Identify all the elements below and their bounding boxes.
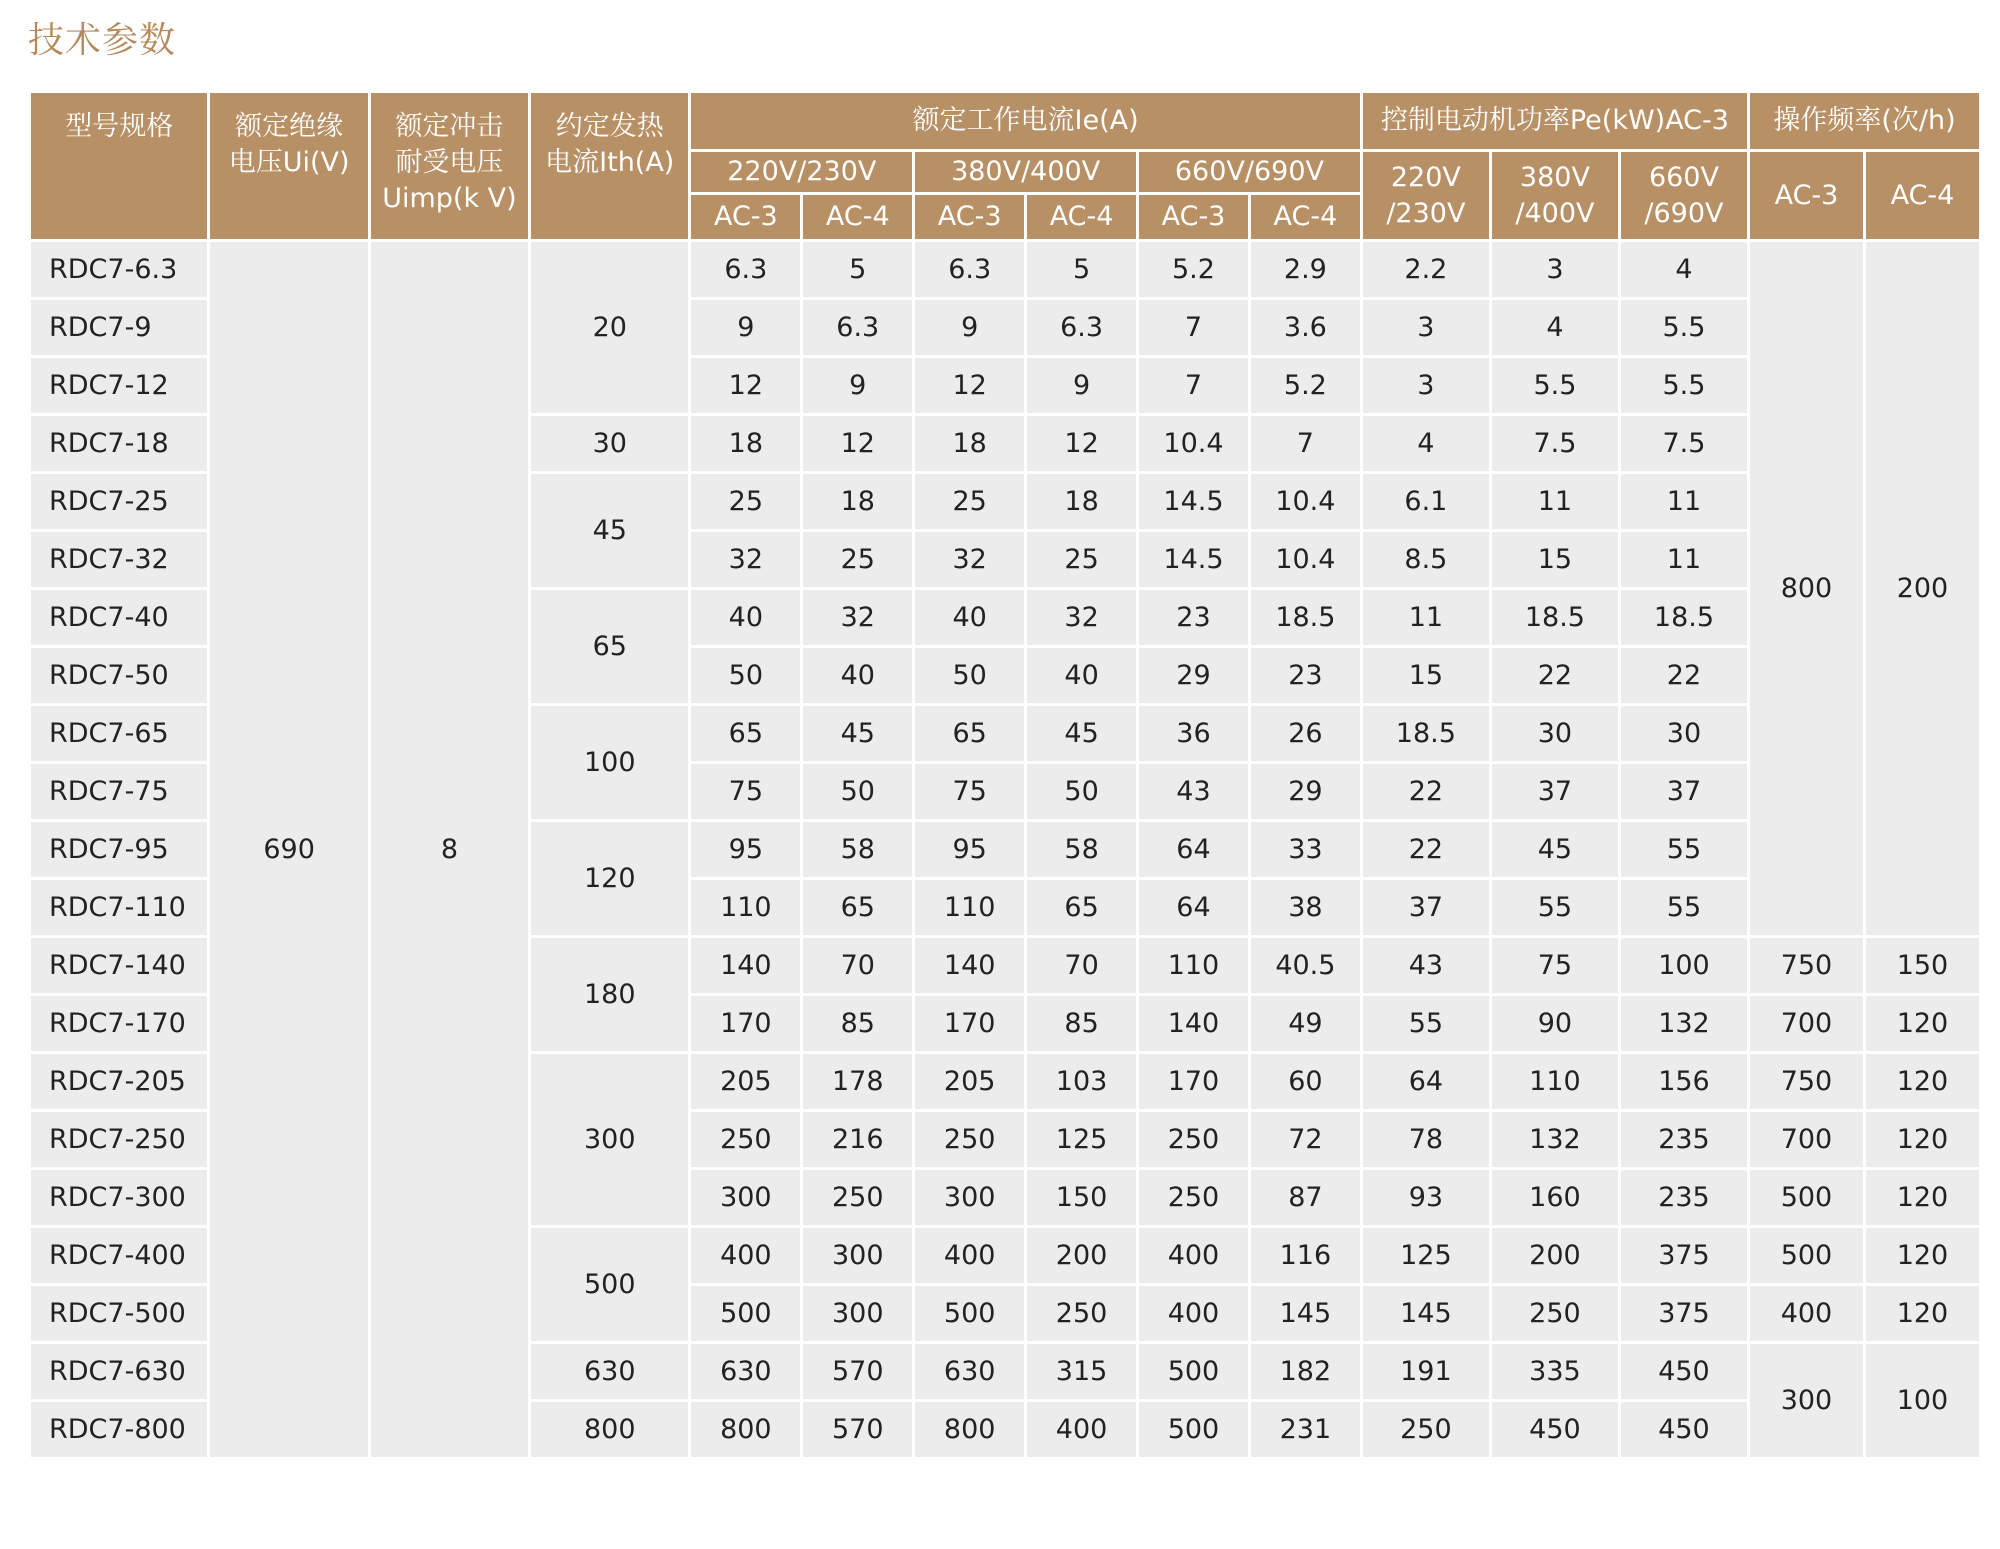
cell-pe: 22: [1361, 821, 1490, 879]
cell-freq-ac4: 150: [1864, 937, 1980, 995]
cell-ie: 630: [914, 1343, 1026, 1401]
cell-pe: 375: [1619, 1227, 1748, 1285]
page-title: 技术参数: [28, 20, 177, 61]
cell-ie: 32: [690, 531, 802, 589]
cell-pe: 37: [1619, 763, 1748, 821]
cell-ie: 6.3: [690, 241, 802, 299]
cell-ui: 690: [209, 241, 369, 1459]
cell-model: RDC7-12: [30, 357, 209, 415]
cell-ie: 300: [914, 1169, 1026, 1227]
cell-pe: 37: [1490, 763, 1619, 821]
cell-ie: 10.4: [1249, 473, 1361, 531]
cell-uimp: 8: [369, 241, 529, 1459]
header-freq: 操作频率(次/h): [1749, 92, 1981, 151]
cell-model: RDC7-18: [30, 415, 209, 473]
cell-ie: 45: [1026, 705, 1138, 763]
cell-ie: 50: [1026, 763, 1138, 821]
cell-ie: 95: [914, 821, 1026, 879]
header-ie-660v: 660V/690V: [1138, 151, 1362, 194]
cell-ie: 12: [914, 357, 1026, 415]
cell-pe: 4: [1619, 241, 1748, 299]
cell-pe: 3: [1361, 299, 1490, 357]
cell-ie: 43: [1138, 763, 1250, 821]
cell-pe: 200: [1490, 1227, 1619, 1285]
header-ie-220v-ac3: AC-3: [690, 194, 802, 241]
cell-pe: 450: [1619, 1401, 1748, 1459]
cell-ie: 65: [1026, 879, 1138, 937]
cell-ie: 110: [690, 879, 802, 937]
cell-ie: 300: [802, 1285, 914, 1343]
cell-ie: 12: [690, 357, 802, 415]
cell-ith: 630: [530, 1343, 690, 1401]
cell-pe: 11: [1361, 589, 1490, 647]
cell-ie: 500: [1138, 1343, 1250, 1401]
cell-ie: 570: [802, 1343, 914, 1401]
cell-ie: 231: [1249, 1401, 1361, 1459]
cell-freq-ac3: 800: [1749, 241, 1865, 937]
header-ie-380v-ac3: AC-3: [914, 194, 1026, 241]
cell-pe: 90: [1490, 995, 1619, 1053]
cell-pe: 22: [1490, 647, 1619, 705]
header-pe-660v: 660V /690V: [1619, 151, 1748, 241]
cell-ie: 40: [690, 589, 802, 647]
cell-ie: 40.5: [1249, 937, 1361, 995]
cell-pe: 78: [1361, 1111, 1490, 1169]
header-ie-660v-ac3: AC-3: [1138, 194, 1250, 241]
cell-freq-ac4: 120: [1864, 1169, 1980, 1227]
cell-pe: 450: [1490, 1401, 1619, 1459]
cell-model: RDC7-9: [30, 299, 209, 357]
cell-freq-ac3: 500: [1749, 1227, 1865, 1285]
cell-pe: 335: [1490, 1343, 1619, 1401]
cell-ie: 85: [1026, 995, 1138, 1053]
cell-model: RDC7-205: [30, 1053, 209, 1111]
cell-ie: 65: [914, 705, 1026, 763]
cell-pe: 7.5: [1490, 415, 1619, 473]
cell-ie: 25: [690, 473, 802, 531]
spec-table: [28, 90, 1982, 1460]
cell-model: RDC7-140: [30, 937, 209, 995]
cell-ie: 200: [1026, 1227, 1138, 1285]
header-ie-380v-ac4: AC-4: [1026, 194, 1138, 241]
cell-pe: 235: [1619, 1111, 1748, 1169]
cell-ie: 182: [1249, 1343, 1361, 1401]
cell-freq-ac3: 400: [1749, 1285, 1865, 1343]
cell-model: RDC7-300: [30, 1169, 209, 1227]
cell-ie: 14.5: [1138, 531, 1250, 589]
cell-freq-ac4: 120: [1864, 995, 1980, 1053]
cell-ie: 58: [1026, 821, 1138, 879]
cell-freq-ac3: 700: [1749, 995, 1865, 1053]
cell-freq-ac3: 300: [1749, 1343, 1865, 1459]
cell-ie: 140: [690, 937, 802, 995]
cell-ie: 85: [802, 995, 914, 1053]
cell-ie: 33: [1249, 821, 1361, 879]
cell-freq-ac3: 500: [1749, 1169, 1865, 1227]
cell-ie: 103: [1026, 1053, 1138, 1111]
header-pe: 控制电动机功率Pe(kW)AC-3: [1361, 92, 1748, 151]
cell-ie: 29: [1249, 763, 1361, 821]
cell-pe: 55: [1361, 995, 1490, 1053]
cell-ie: 110: [914, 879, 1026, 937]
cell-ie: 9: [1026, 357, 1138, 415]
cell-ie: 64: [1138, 879, 1250, 937]
cell-ie: 26: [1249, 705, 1361, 763]
cell-pe: 18.5: [1490, 589, 1619, 647]
cell-ie: 250: [1026, 1285, 1138, 1343]
cell-pe: 4: [1361, 415, 1490, 473]
cell-ie: 800: [914, 1401, 1026, 1459]
header-ie-220v-ac4: AC-4: [802, 194, 914, 241]
header-ie: 额定工作电流Ie(A): [690, 92, 1361, 151]
cell-model: RDC7-65: [30, 705, 209, 763]
cell-model: RDC7-500: [30, 1285, 209, 1343]
cell-model: RDC7-40: [30, 589, 209, 647]
cell-ie: 400: [1138, 1285, 1250, 1343]
cell-pe: 235: [1619, 1169, 1748, 1227]
cell-freq-ac4: 200: [1864, 241, 1980, 937]
cell-ie: 170: [690, 995, 802, 1053]
cell-ith: 120: [530, 821, 690, 937]
cell-ie: 315: [1026, 1343, 1138, 1401]
cell-pe: 8.5: [1361, 531, 1490, 589]
cell-pe: 100: [1619, 937, 1748, 995]
cell-pe: 191: [1361, 1343, 1490, 1401]
cell-ie: 64: [1138, 821, 1250, 879]
cell-pe: 125: [1361, 1227, 1490, 1285]
cell-ie: 60: [1249, 1053, 1361, 1111]
cell-pe: 160: [1490, 1169, 1619, 1227]
cell-ie: 72: [1249, 1111, 1361, 1169]
cell-pe: 3: [1361, 357, 1490, 415]
cell-ie: 250: [802, 1169, 914, 1227]
cell-pe: 75: [1490, 937, 1619, 995]
cell-pe: 15: [1490, 531, 1619, 589]
cell-ie: 300: [690, 1169, 802, 1227]
cell-ie: 170: [914, 995, 1026, 1053]
cell-ie: 6.3: [1026, 299, 1138, 357]
cell-ie: 250: [690, 1111, 802, 1169]
cell-ie: 250: [914, 1111, 1026, 1169]
cell-pe: 2.2: [1361, 241, 1490, 299]
cell-ie: 75: [690, 763, 802, 821]
cell-ie: 32: [914, 531, 1026, 589]
cell-ie: 3.6: [1249, 299, 1361, 357]
cell-freq-ac4: 120: [1864, 1111, 1980, 1169]
cell-ie: 300: [802, 1227, 914, 1285]
cell-ie: 38: [1249, 879, 1361, 937]
cell-pe: 15: [1361, 647, 1490, 705]
cell-pe: 55: [1619, 821, 1748, 879]
cell-model: RDC7-6.3: [30, 241, 209, 299]
cell-ie: 12: [1026, 415, 1138, 473]
cell-pe: 145: [1361, 1285, 1490, 1343]
cell-pe: 250: [1490, 1285, 1619, 1343]
cell-ie: 140: [914, 937, 1026, 995]
header-ith: 约定发热 电流Ith(A): [530, 92, 690, 241]
cell-ie: 110: [1138, 937, 1250, 995]
cell-ie: 570: [802, 1401, 914, 1459]
cell-pe: 45: [1490, 821, 1619, 879]
cell-ie: 116: [1249, 1227, 1361, 1285]
cell-freq-ac4: 100: [1864, 1343, 1980, 1459]
cell-pe: 3: [1490, 241, 1619, 299]
cell-ie: 7: [1138, 299, 1250, 357]
cell-pe: 22: [1619, 647, 1748, 705]
cell-ie: 40: [914, 589, 1026, 647]
cell-ie: 70: [1026, 937, 1138, 995]
cell-ie: 150: [1026, 1169, 1138, 1227]
cell-pe: 55: [1619, 879, 1748, 937]
cell-ie: 25: [1026, 531, 1138, 589]
cell-ie: 5: [802, 241, 914, 299]
cell-pe: 18.5: [1361, 705, 1490, 763]
cell-pe: 93: [1361, 1169, 1490, 1227]
cell-pe: 11: [1619, 531, 1748, 589]
cell-model: RDC7-400: [30, 1227, 209, 1285]
cell-ie: 9: [690, 299, 802, 357]
cell-ie: 18.5: [1249, 589, 1361, 647]
cell-freq-ac3: 700: [1749, 1111, 1865, 1169]
cell-ie: 9: [914, 299, 1026, 357]
cell-pe: 5.5: [1619, 357, 1748, 415]
cell-model: RDC7-95: [30, 821, 209, 879]
cell-ie: 23: [1249, 647, 1361, 705]
cell-ie: 400: [690, 1227, 802, 1285]
cell-pe: 43: [1361, 937, 1490, 995]
cell-pe: 6.1: [1361, 473, 1490, 531]
table-header: [30, 92, 1981, 241]
table-body: [30, 241, 1981, 1459]
cell-ie: 40: [802, 647, 914, 705]
cell-pe: 11: [1619, 473, 1748, 531]
cell-freq-ac4: 120: [1864, 1227, 1980, 1285]
cell-ie: 400: [914, 1227, 1026, 1285]
cell-pe: 5.5: [1619, 299, 1748, 357]
header-ie-220v: 220V/230V: [690, 151, 914, 194]
cell-pe: 7.5: [1619, 415, 1748, 473]
cell-ie: 400: [1138, 1227, 1250, 1285]
cell-ie: 400: [1026, 1401, 1138, 1459]
cell-model: RDC7-25: [30, 473, 209, 531]
cell-ie: 5: [1026, 241, 1138, 299]
cell-ie: 6.3: [802, 299, 914, 357]
cell-ie: 10.4: [1249, 531, 1361, 589]
cell-freq-ac3: 750: [1749, 1053, 1865, 1111]
cell-ie: 205: [690, 1053, 802, 1111]
cell-ie: 500: [914, 1285, 1026, 1343]
cell-ie: 18: [914, 415, 1026, 473]
cell-pe: 110: [1490, 1053, 1619, 1111]
cell-pe: 30: [1619, 705, 1748, 763]
cell-ie: 70: [802, 937, 914, 995]
cell-ith: 30: [530, 415, 690, 473]
cell-ie: 65: [802, 879, 914, 937]
cell-pe: 64: [1361, 1053, 1490, 1111]
cell-ith: 180: [530, 937, 690, 1053]
cell-ith: 20: [530, 241, 690, 415]
cell-freq-ac4: 120: [1864, 1285, 1980, 1343]
cell-model: RDC7-32: [30, 531, 209, 589]
cell-ie: 5.2: [1138, 241, 1250, 299]
cell-ie: 40: [1026, 647, 1138, 705]
header-ie-660v-ac4: AC-4: [1249, 194, 1361, 241]
cell-ie: 800: [690, 1401, 802, 1459]
cell-model: RDC7-50: [30, 647, 209, 705]
cell-model: RDC7-75: [30, 763, 209, 821]
cell-ie: 170: [1138, 1053, 1250, 1111]
cell-pe: 250: [1361, 1401, 1490, 1459]
cell-ie: 7: [1249, 415, 1361, 473]
cell-pe: 132: [1490, 1111, 1619, 1169]
cell-ith: 65: [530, 589, 690, 705]
cell-pe: 5.5: [1490, 357, 1619, 415]
cell-pe: 375: [1619, 1285, 1748, 1343]
header-ui: 额定绝缘 电压Ui(V): [209, 92, 369, 241]
cell-ie: 18: [802, 473, 914, 531]
header-uimp: 额定冲击 耐受电压 Uimp(k V): [369, 92, 529, 241]
cell-pe: 37: [1361, 879, 1490, 937]
cell-ie: 32: [1026, 589, 1138, 647]
cell-pe: 450: [1619, 1343, 1748, 1401]
cell-ie: 25: [914, 473, 1026, 531]
cell-ie: 630: [690, 1343, 802, 1401]
header-freq-ac4: AC-4: [1864, 151, 1980, 241]
cell-ie: 140: [1138, 995, 1250, 1053]
cell-model: RDC7-800: [30, 1401, 209, 1459]
cell-ie: 95: [690, 821, 802, 879]
cell-ie: 250: [1138, 1169, 1250, 1227]
cell-ie: 18: [690, 415, 802, 473]
cell-pe: 4: [1490, 299, 1619, 357]
cell-ie: 32: [802, 589, 914, 647]
header-pe-220v: 220V /230V: [1361, 151, 1490, 241]
cell-model: RDC7-630: [30, 1343, 209, 1401]
cell-ie: 125: [1026, 1111, 1138, 1169]
header-model: 型号规格: [30, 92, 209, 241]
cell-ie: 5.2: [1249, 357, 1361, 415]
cell-ie: 87: [1249, 1169, 1361, 1227]
cell-ie: 10.4: [1138, 415, 1250, 473]
cell-model: RDC7-110: [30, 879, 209, 937]
cell-ie: 205: [914, 1053, 1026, 1111]
cell-ie: 2.9: [1249, 241, 1361, 299]
cell-pe: 22: [1361, 763, 1490, 821]
cell-ie: 14.5: [1138, 473, 1250, 531]
cell-ie: 178: [802, 1053, 914, 1111]
cell-ie: 7: [1138, 357, 1250, 415]
table-row: [30, 241, 1981, 299]
cell-ie: 9: [802, 357, 914, 415]
cell-pe: 30: [1490, 705, 1619, 763]
cell-ie: 50: [914, 647, 1026, 705]
cell-ie: 18: [1026, 473, 1138, 531]
cell-ith: 300: [530, 1053, 690, 1227]
cell-pe: 132: [1619, 995, 1748, 1053]
cell-ie: 49: [1249, 995, 1361, 1053]
cell-ith: 100: [530, 705, 690, 821]
cell-freq-ac4: 120: [1864, 1053, 1980, 1111]
cell-model: RDC7-170: [30, 995, 209, 1053]
cell-ie: 216: [802, 1111, 914, 1169]
cell-pe: 18.5: [1619, 589, 1748, 647]
cell-freq-ac3: 750: [1749, 937, 1865, 995]
cell-model: RDC7-250: [30, 1111, 209, 1169]
cell-ie: 500: [1138, 1401, 1250, 1459]
cell-ie: 36: [1138, 705, 1250, 763]
cell-ith: 800: [530, 1401, 690, 1459]
header-pe-380v: 380V /400V: [1490, 151, 1619, 241]
cell-ie: 12: [802, 415, 914, 473]
cell-ie: 75: [914, 763, 1026, 821]
cell-ith: 45: [530, 473, 690, 589]
cell-ie: 500: [690, 1285, 802, 1343]
cell-ie: 45: [802, 705, 914, 763]
cell-ie: 145: [1249, 1285, 1361, 1343]
cell-ie: 23: [1138, 589, 1250, 647]
cell-pe: 11: [1490, 473, 1619, 531]
header-freq-ac3: AC-3: [1749, 151, 1865, 241]
header-ie-380v: 380V/400V: [914, 151, 1138, 194]
cell-ie: 25: [802, 531, 914, 589]
cell-ie: 50: [802, 763, 914, 821]
cell-ie: 29: [1138, 647, 1250, 705]
cell-pe: 55: [1490, 879, 1619, 937]
cell-pe: 156: [1619, 1053, 1748, 1111]
cell-ie: 250: [1138, 1111, 1250, 1169]
cell-ie: 65: [690, 705, 802, 763]
cell-ie: 58: [802, 821, 914, 879]
cell-ie: 50: [690, 647, 802, 705]
cell-ith: 500: [530, 1227, 690, 1343]
cell-ie: 6.3: [914, 241, 1026, 299]
